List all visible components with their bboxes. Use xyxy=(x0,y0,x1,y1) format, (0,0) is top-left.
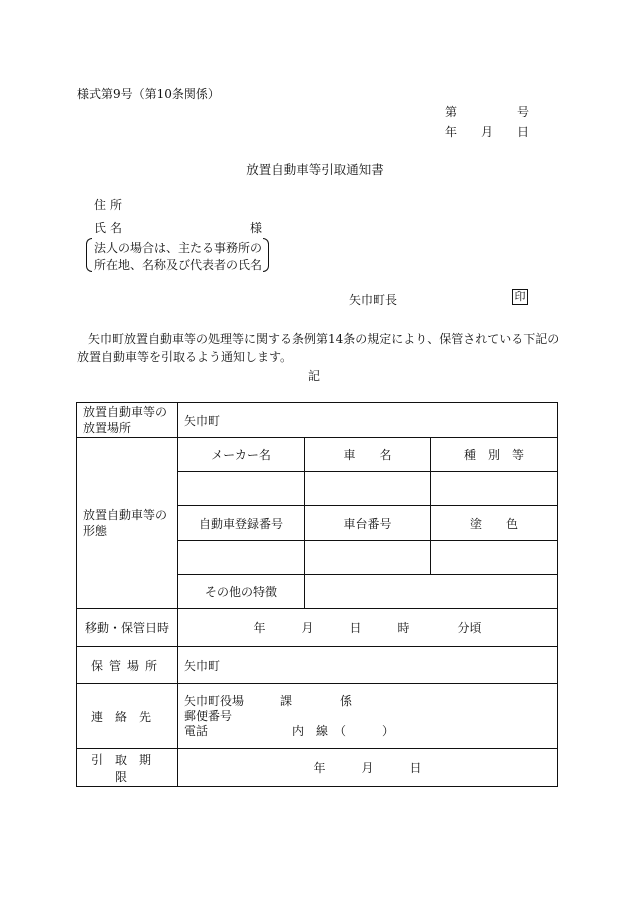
date-day: 日 xyxy=(517,125,530,139)
storage-place-value: 矢巾町 xyxy=(178,647,558,684)
address-label: 住所 xyxy=(94,198,127,212)
table-row xyxy=(77,438,558,472)
move-datetime-value: 年 月 日 時 分頃 xyxy=(178,609,558,647)
date-year: 年 xyxy=(445,125,458,139)
other-features-label: その他の特徴 xyxy=(178,575,305,609)
table-row xyxy=(77,684,558,749)
corporate-note xyxy=(86,238,269,272)
other-features-cell xyxy=(305,575,558,609)
contact-label: 連絡先 xyxy=(77,684,178,749)
type-header: 種 別 等 xyxy=(431,438,558,472)
right-bracket xyxy=(263,238,269,272)
seal-mark: 印 xyxy=(512,289,528,305)
reg-no-header: 自動車登録番号 xyxy=(178,506,305,541)
storage-place-label: 保管場所 xyxy=(77,647,178,684)
place-value: 矢巾町 xyxy=(178,403,558,438)
number-suffix: 号 xyxy=(517,105,530,119)
number-prefix: 第 xyxy=(445,105,458,119)
note-line-1: 法人の場合は、主たる事務所の xyxy=(94,241,263,255)
mayor-name: 矢巾町長 xyxy=(349,293,398,307)
paint-cell xyxy=(431,541,558,575)
paint-header: 塗 色 xyxy=(431,506,558,541)
move-datetime-label: 移動・保管日時 xyxy=(77,609,178,647)
contact-line-1: 矢巾町役場 課 係 xyxy=(184,693,353,708)
body-line-1: 矢巾町放置自動車等の処理等に関する条例第14条の規定により、保管されている下記の xyxy=(88,332,560,346)
document-title: 放置自動車等引取通知書 xyxy=(246,162,384,177)
type-cell xyxy=(431,472,558,506)
chassis-no-cell xyxy=(305,541,431,575)
car-name-header: 車 名 xyxy=(305,438,431,472)
name-label: 氏名 xyxy=(94,221,127,235)
table-row xyxy=(77,647,558,684)
chassis-no-header: 車台番号 xyxy=(305,506,431,541)
contact-value xyxy=(178,684,558,749)
notice-table xyxy=(76,402,558,787)
table-row xyxy=(77,749,558,787)
ki-mark: 記 xyxy=(308,369,321,383)
left-bracket xyxy=(86,238,92,272)
place-label: 放置自動車等の放置場所 xyxy=(77,403,178,438)
car-name-cell xyxy=(305,472,431,506)
table-row xyxy=(77,609,558,647)
form-label: 放置自動車等の形態 xyxy=(77,438,178,609)
deadline-label: 引取期限 xyxy=(77,749,178,787)
date-month: 月 xyxy=(481,125,494,139)
body-line-2: 放置自動車等を引取るよう通知します。 xyxy=(77,350,293,364)
reg-no-cell xyxy=(178,541,305,575)
maker-cell xyxy=(178,472,305,506)
note-line-2: 所在地、名称及び代表者の氏名 xyxy=(94,258,263,272)
honorific: 様 xyxy=(250,221,263,235)
maker-header: メーカー名 xyxy=(178,438,305,472)
contact-line-3: 電話 内 線 （ ） xyxy=(184,723,395,738)
form-id: 様式第9号（第10条関係） xyxy=(77,87,220,101)
deadline-value: 年 月 日 xyxy=(178,749,558,787)
table-row xyxy=(77,403,558,438)
contact-line-2: 郵便番号 xyxy=(184,708,233,723)
